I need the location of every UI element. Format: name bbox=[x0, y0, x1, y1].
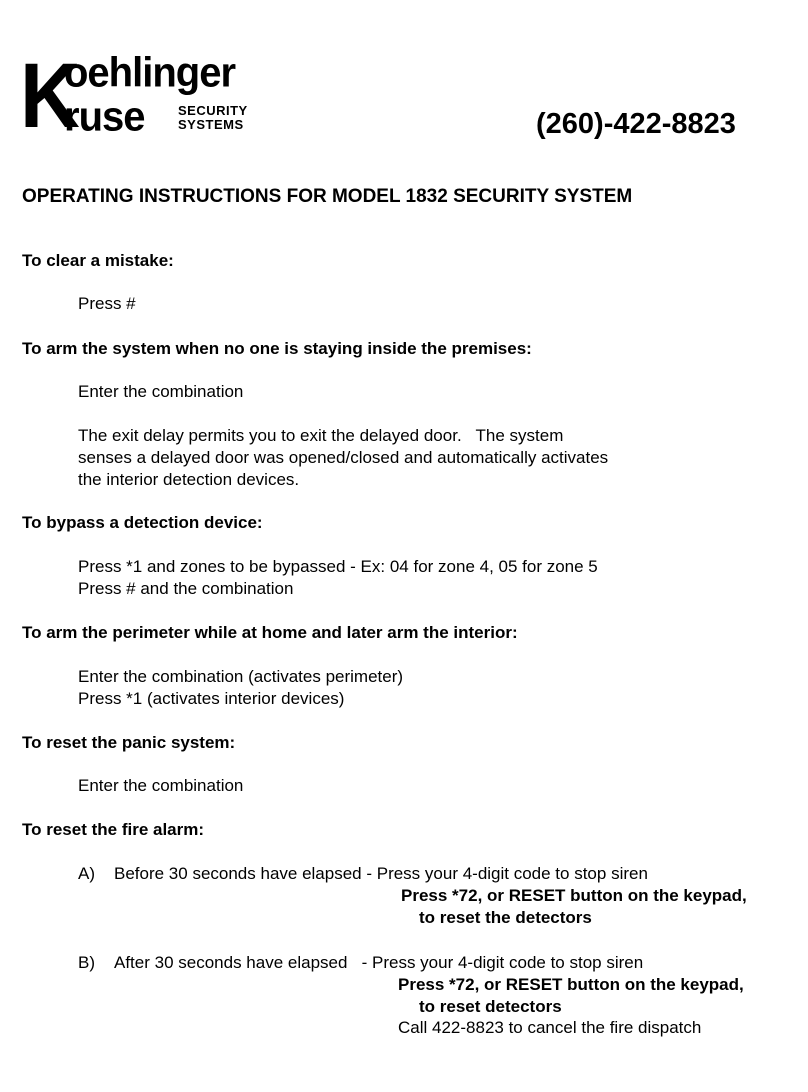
section-heading-arm-system: To arm the system when no one is staying inside the premises: bbox=[22, 339, 532, 358]
logo-line-2: ruse bbox=[64, 93, 145, 141]
instruction-line: senses a delayed door was opened/closed and automatically activates bbox=[78, 448, 609, 467]
section-heading-clear-mistake: To clear a mistake: bbox=[22, 251, 174, 270]
instruction-line: Press # and the combination bbox=[78, 579, 294, 598]
fire-option-b-label: B) bbox=[78, 953, 95, 972]
fire-option-a-label: A) bbox=[78, 864, 95, 883]
instruction-line: The exit delay permits you to exit the delayed door. The system bbox=[78, 426, 564, 445]
instruction-line: Enter the combination (activates perimeter) bbox=[78, 667, 404, 686]
logo-letter-k: K bbox=[20, 45, 77, 147]
instruction-line: Enter the combination bbox=[78, 776, 244, 795]
section-heading-reset-panic: To reset the panic system: bbox=[22, 733, 236, 752]
phone-number: (260)-422-8823 bbox=[536, 108, 736, 140]
logo-security: SECURITY bbox=[178, 103, 248, 118]
instruction-line: Press *1 (activates interior devices) bbox=[78, 689, 345, 708]
fire-option-b-text: After 30 seconds have elapsed - Press your 4-digit code to stop siren bbox=[114, 953, 644, 972]
fire-option-b-bold-1: Press *72, or RESET button on the keypad, bbox=[398, 975, 744, 994]
instruction-line: Press *1 and zones to be bypassed - Ex: 04 for zone 4, 05 for zone 5 bbox=[78, 557, 598, 576]
section-heading-reset-fire: To reset the fire alarm: bbox=[22, 820, 205, 839]
fire-option-a-bold-1: Press *72, or RESET button on the keypad, bbox=[401, 886, 747, 905]
fire-option-a-text: Before 30 seconds have elapsed - Press your 4-digit code to stop siren bbox=[114, 864, 648, 883]
page-title: OPERATING INSTRUCTIONS FOR MODEL 1832 SECURITY SYSTEM bbox=[22, 186, 633, 207]
fire-option-a-bold-2: to reset the detectors bbox=[419, 908, 592, 927]
logo-line-1: oehlinger bbox=[64, 49, 236, 97]
section-heading-bypass: To bypass a detection device: bbox=[22, 513, 263, 532]
instruction-line: Enter the combination bbox=[78, 382, 244, 401]
fire-option-b-bold-2: to reset detectors bbox=[419, 997, 562, 1016]
instruction-line: Press # bbox=[78, 294, 136, 313]
logo-systems: SYSTEMS bbox=[178, 117, 244, 132]
instruction-line: the interior detection devices. bbox=[78, 470, 300, 489]
section-heading-arm-perimeter: To arm the perimeter while at home and later arm the interior: bbox=[22, 623, 518, 642]
fire-option-b-call: Call 422-8823 to cancel the fire dispatch bbox=[398, 1018, 702, 1037]
